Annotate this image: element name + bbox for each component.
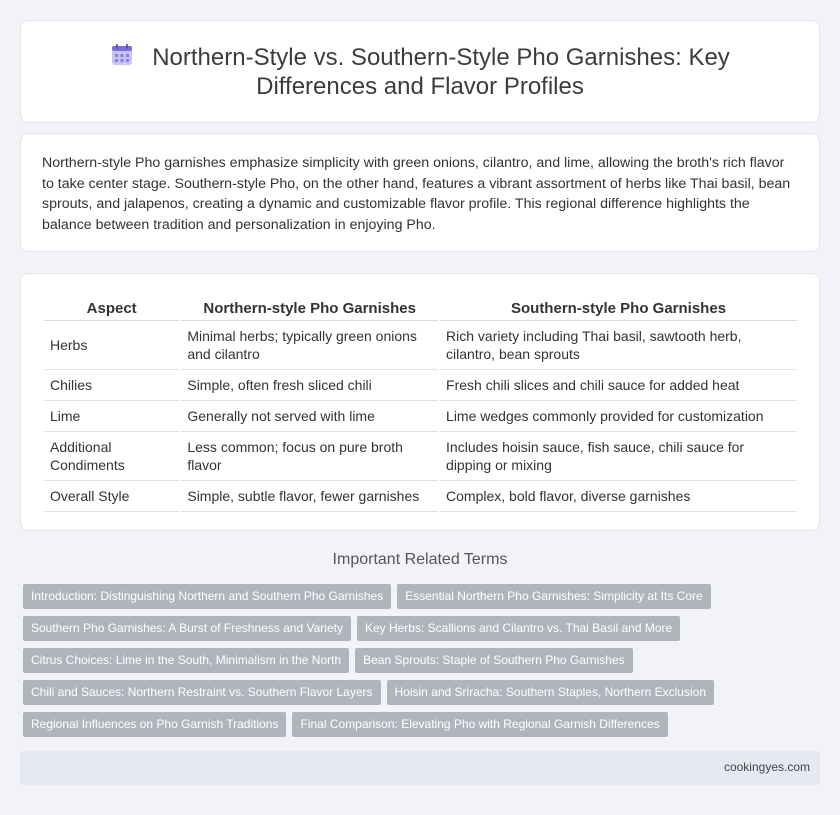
cell-southern: Complex, bold flavor, diverse garnishes bbox=[440, 481, 797, 512]
calendar-icon bbox=[110, 43, 134, 67]
cell-aspect: Overall Style bbox=[44, 481, 179, 512]
related-term-tag[interactable]: Essential Northern Pho Garnishes: Simplicity at Its Core bbox=[397, 584, 710, 609]
related-term-tag[interactable]: Key Herbs: Scallions and Cilantro vs. Thai Basil and More bbox=[357, 616, 680, 641]
page-title bbox=[110, 44, 730, 100]
cell-northern: Simple, subtle flavor, fewer garnishes bbox=[181, 481, 438, 512]
related-term-tag[interactable]: Bean Sprouts: Staple of Southern Pho Garnishes bbox=[355, 648, 633, 673]
related-term-tag[interactable]: Chili and Sauces: Northern Restraint vs. Southern Flavor Layers bbox=[23, 680, 381, 705]
table-row bbox=[44, 370, 797, 401]
tag-row bbox=[23, 648, 823, 680]
table-row bbox=[44, 321, 797, 370]
header-southern: Southern-style Pho Garnishes bbox=[440, 296, 797, 321]
related-term-tag[interactable]: Regional Influences on Pho Garnish Traditions bbox=[23, 712, 286, 737]
related-terms-list bbox=[23, 584, 823, 744]
comparison-table-card bbox=[20, 273, 820, 531]
cell-aspect: Lime bbox=[44, 401, 179, 432]
header-northern: Northern-style Pho Garnishes bbox=[181, 296, 438, 321]
cell-northern: Minimal herbs; typically green onions and cilantro bbox=[181, 321, 438, 370]
tag-row bbox=[23, 616, 823, 648]
related-term-tag[interactable]: Introduction: Distinguishing Northern and Southern Pho Garnishes bbox=[23, 584, 391, 609]
cell-aspect: Herbs bbox=[44, 321, 179, 370]
table-row bbox=[44, 401, 797, 432]
page-title-text: Northern-Style vs. Southern-Style Pho Garnishes: Key Differences and Flavor Profiles bbox=[152, 44, 730, 100]
comparison-table bbox=[42, 296, 799, 512]
tag-row bbox=[23, 712, 823, 744]
related-term-tag[interactable]: Southern Pho Garnishes: A Burst of Freshness and Variety bbox=[23, 616, 351, 641]
table-row bbox=[44, 481, 797, 512]
related-term-tag[interactable]: Hoisin and Sriracha: Southern Staples, Northern Exclusion bbox=[387, 680, 715, 705]
cell-southern: Fresh chili slices and chili sauce for added heat bbox=[440, 370, 797, 401]
header-aspect: Aspect bbox=[44, 296, 179, 321]
cell-northern: Simple, often fresh sliced chili bbox=[181, 370, 438, 401]
footer-site-link[interactable]: cookingyes.com bbox=[723, 760, 810, 774]
footer bbox=[20, 751, 820, 785]
title-card bbox=[20, 20, 820, 123]
cell-southern: Rich variety including Thai basil, sawtooth herb, cilantro, bean sprouts bbox=[440, 321, 797, 370]
cell-southern: Lime wedges commonly provided for customization bbox=[440, 401, 797, 432]
table-header-row bbox=[44, 296, 797, 321]
table-row bbox=[44, 432, 797, 481]
cell-southern: Includes hoisin sauce, fish sauce, chili sauce for dipping or mixing bbox=[440, 432, 797, 481]
related-terms-heading: Important Related Terms bbox=[332, 551, 508, 568]
tag-row bbox=[23, 680, 823, 712]
cell-aspect: Chilies bbox=[44, 370, 179, 401]
tag-row bbox=[23, 584, 823, 616]
summary-card bbox=[20, 133, 820, 252]
cell-aspect: Additional Condiments bbox=[44, 432, 179, 481]
related-term-tag[interactable]: Citrus Choices: Lime in the South, Minimalism in the North bbox=[23, 648, 349, 673]
cell-northern: Less common; focus on pure broth flavor bbox=[181, 432, 438, 481]
summary-paragraph: Northern-style Pho garnishes emphasize simplicity with green onions, cilantro, and lime, allowing the broth's rich flavor to take center stage. Southern-style Pho, on the other hand, features a vibrant assortment of herbs like Thai basil, bean sprouts, and jalapenos, creating a dynamic and customizable flavor profile. This regional difference highlights the balance between tradition and personalization in enjoying Pho. bbox=[42, 155, 791, 233]
related-term-tag[interactable]: Final Comparison: Elevating Pho with Regional Garnish Differences bbox=[292, 712, 667, 737]
cell-northern: Generally not served with lime bbox=[181, 401, 438, 432]
